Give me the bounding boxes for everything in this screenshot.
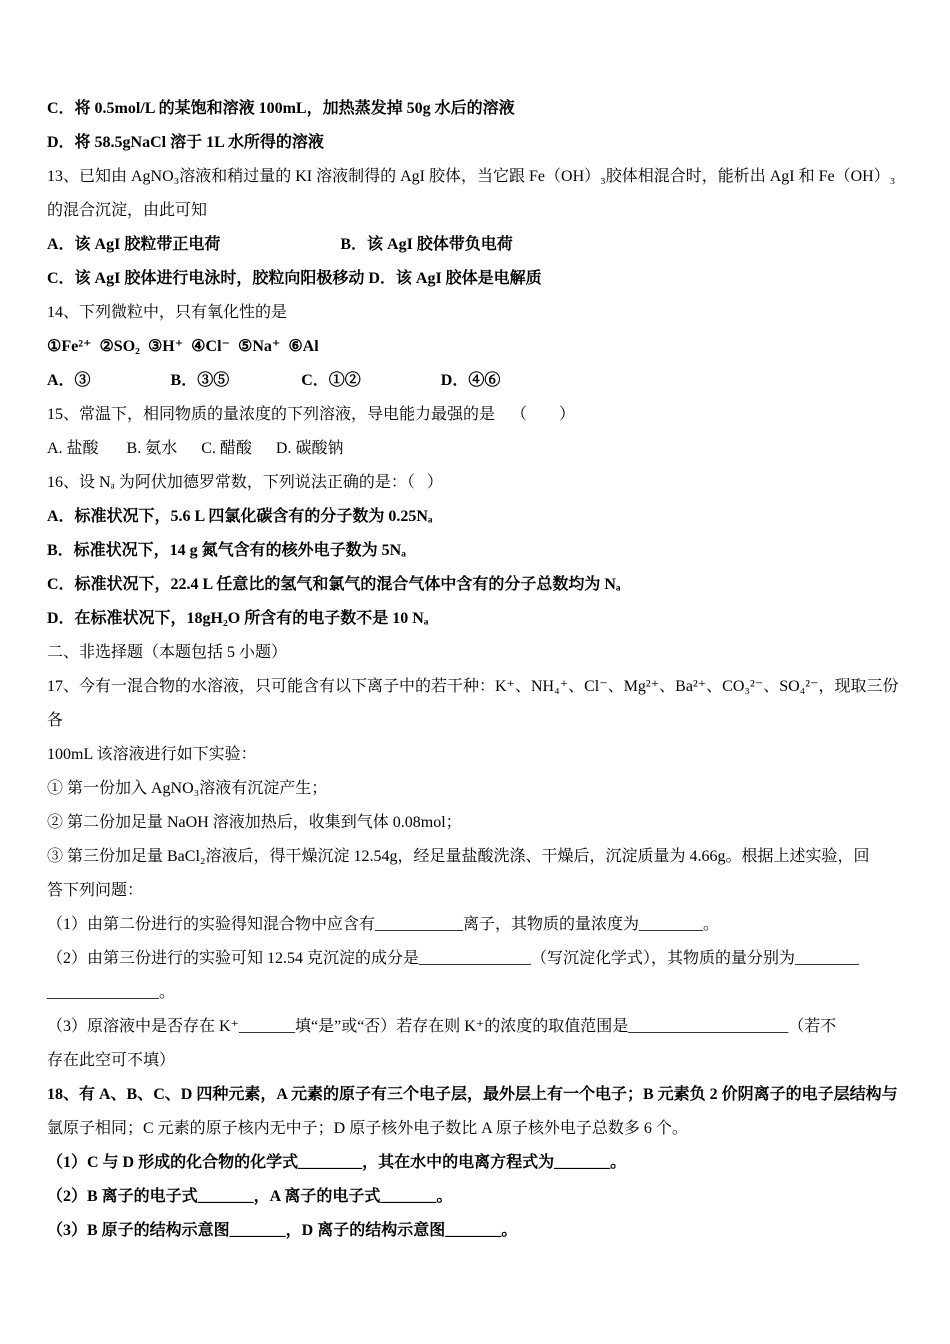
text-line: ______________。 bbox=[47, 984, 176, 1001]
text-line: （3）B 原子的结构示意图_______，D 离子的结构示意图_______。 bbox=[47, 1222, 518, 1239]
text-line: A．该 AgI 胶粒带正电荷 B．该 AgI 胶体带负电荷 bbox=[47, 236, 513, 253]
text-line: 18、有 A、B、C、D 四种元素，A 元素的原子有三个电子层，最外层上有一个电子；B 元素负 2 价阴离子的电子层结构与 bbox=[47, 1086, 898, 1103]
text-line: C．将 0.5mol/L 的某饱和溶液 100mL，加热蒸发掉 50g 水后的溶液 bbox=[47, 100, 515, 117]
text-line: A．标准状况下，5.6 L 四氯化碳含有的分子数为 0.25Nₐ bbox=[47, 508, 433, 525]
text-line: ①Fe²⁺ ②SO₂ ③H⁺ ④Cl⁻ ⑤Na⁺ ⑥Al bbox=[47, 338, 319, 355]
text-line: 16、设 Nₐ 为阿伏加德罗常数，下列说法正确的是：（ ） bbox=[47, 474, 443, 491]
text-line: ② 第二份加足量 NaOH 溶液加热后，收集到气体 0.08mol； bbox=[47, 814, 462, 831]
text-line: 14、下列微粒中，只有氧化性的是 bbox=[47, 304, 288, 321]
text-line: （1）C 与 D 形成的化合物的化学式________，其在水中的电离方程式为_______。 bbox=[47, 1154, 627, 1171]
text-line: D．将 58.5gNaCl 溶于 1L 水所得的溶液 bbox=[47, 134, 324, 151]
text-line: （1）由第二份进行的实验得知混合物中应含有___________离子，其物质的量浓度为________。 bbox=[47, 916, 720, 933]
text-line: A．③ B．③⑤ C．①② D．④⑥ bbox=[47, 372, 501, 389]
text-line: 氩原子相同；C 元素的原子核内无中子；D 原子核外电子数比 A 原子核外电子总数多 6 个。 bbox=[47, 1120, 688, 1137]
text-line: 存在此空可不填） bbox=[47, 1052, 176, 1069]
text-line: ③ 第三份加足量 BaCl₂溶液后，得干燥沉淀 12.54g，经足量盐酸洗涤、干燥后，沉淀质量为 4.66g。根据上述实验，回 bbox=[47, 848, 870, 865]
text-line: （2）由第三份进行的实验可知 12.54 克沉淀的成分是______________（写沉淀化学式），其物质的量分别为________ bbox=[47, 950, 860, 967]
text-line: D．在标准状况下，18gH₂O 所含有的电子数不是 10 Nₐ bbox=[47, 610, 429, 627]
text-line: （2）B 离子的电子式_______，A 离子的电子式_______。 bbox=[47, 1188, 453, 1205]
text-line: B．标准状况下，14 g 氮气含有的核外电子数为 5Nₐ bbox=[47, 542, 406, 559]
text-line: 13、已知由 AgNO₃溶液和稍过量的 KI 溶液制得的 AgI 胶体，当它跟 Fe（OH）₃胶体相混合时，能析出 AgI 和 Fe（OH）₃ bbox=[47, 168, 896, 185]
text-line: ① 第一份加入 AgNO₃溶液有沉淀产生； bbox=[47, 780, 328, 797]
text-line: C．标准状况下，22.4 L 任意比的氢气和氯气的混合气体中含有的分子总数均为 Nₐ bbox=[47, 576, 621, 593]
text-line: A. 盐酸 B. 氨水 C. 醋酸 D. 碳酸钠 bbox=[47, 440, 344, 457]
text-line: 答下列问题： bbox=[47, 882, 144, 899]
text-line: 17、今有一混合物的水溶液，只可能含有以下离子中的若干种：K⁺、NH₄⁺、Cl⁻、Mg²⁺、Ba²⁺、CO₃²⁻、SO₄²⁻，现取三份各 bbox=[47, 678, 899, 729]
text-line: 15、常温下，相同物质的量浓度的下列溶液，导电能力最强的是 （ ） bbox=[47, 406, 576, 423]
text-line: 100mL 该溶液进行如下实验： bbox=[47, 746, 257, 763]
text-line: 二、非选择题（本题包括 5 小题） bbox=[47, 644, 288, 661]
text-line: （3）原溶液中是否存在 K⁺_______填“是”或“否）若存在则 K⁺的浓度的取值范围是____________________（若不 bbox=[47, 1018, 837, 1035]
text-line: 的混合沉淀，由此可知 bbox=[47, 202, 208, 219]
text-line: C．该 AgI 胶体进行电泳时，胶粒向阳极移动 D．该 AgI 胶体是电解质 bbox=[47, 270, 542, 287]
